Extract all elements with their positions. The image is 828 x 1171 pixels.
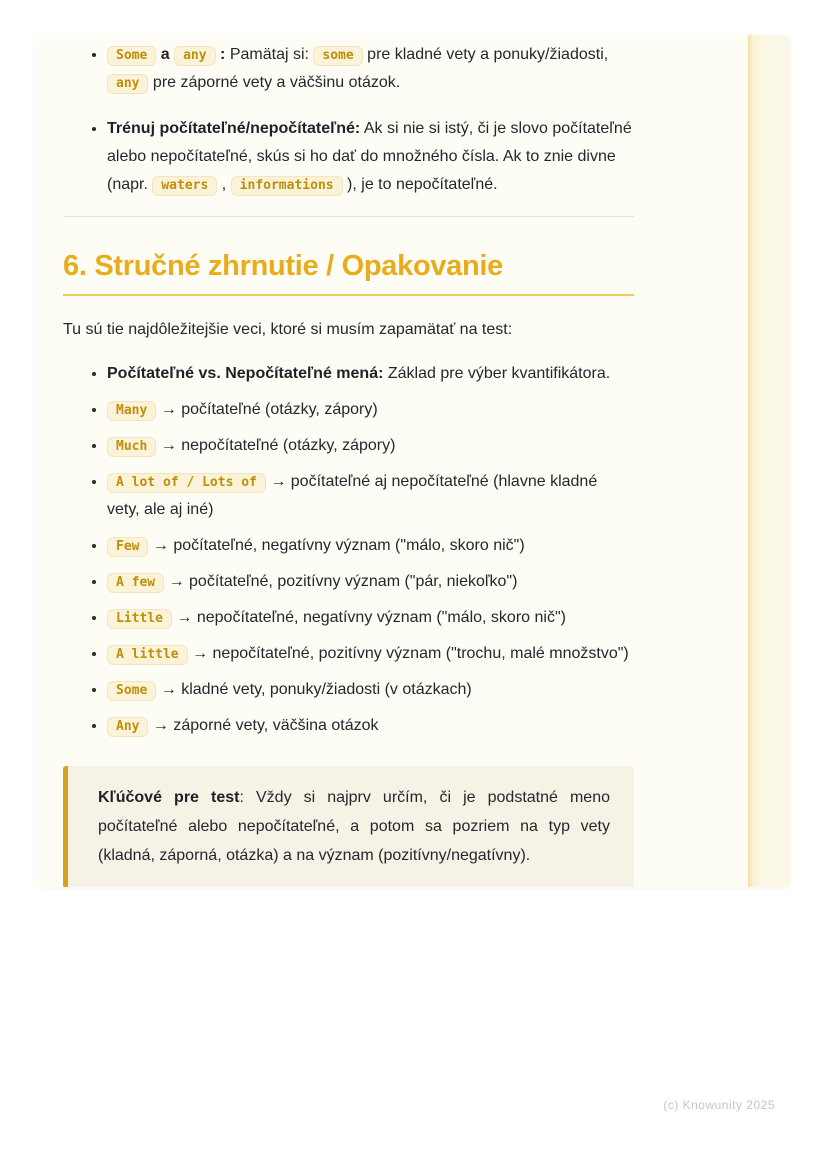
code-badge: Much — [107, 437, 156, 457]
list-item — [107, 395, 634, 424]
summary-bullet-list — [83, 359, 634, 740]
text-run: → počítateľné, pozitívny význam ("pár, niekoľko") — [164, 573, 518, 590]
bold-text: : — [215, 46, 226, 63]
list-item — [107, 467, 634, 524]
text-run: Základ pre výber kvantifikátora. — [383, 365, 611, 382]
key-note-callout — [63, 766, 634, 887]
text-run: → počítateľné aj nepočítateľné (hlavne kladné vety, ale aj iné) — [107, 473, 598, 518]
code-badge: some — [313, 46, 362, 66]
text-run: Ak si nie si istý, či je slovo počítateľné alebo nepočítateľné, skús si ho dať do množného čísla. Ak to znie divne (napr. — [107, 120, 632, 193]
code-badge: Any — [107, 717, 148, 737]
page-content — [63, 40, 634, 887]
text-run: → nepočítateľné, negatívny význam ("málo, skoro nič") — [171, 609, 566, 626]
code-badge: Some — [107, 46, 156, 66]
text-run: pre záporné vety a väčšinu otázok. — [148, 74, 401, 91]
text-run: → kladné vety, ponuky/žiadosti (v otázkach) — [156, 681, 472, 698]
code-badge: A few — [107, 573, 164, 593]
bold-text: Počítateľné vs. Nepočítateľné mená: — [107, 365, 384, 382]
code-badge: A lot of / Lots of — [107, 473, 266, 493]
list-item — [107, 675, 634, 704]
code-badge: any — [174, 46, 215, 66]
text-run: , — [217, 176, 231, 193]
code-badge: Few — [107, 537, 148, 557]
list-item — [107, 359, 634, 388]
list-item — [107, 603, 634, 632]
bold-text: a — [156, 46, 175, 63]
text-run: → počítateľné, negatívny význam ("málo, skoro nič") — [148, 537, 525, 554]
list-item — [107, 531, 634, 560]
list-item — [107, 567, 634, 596]
document-page — [35, 35, 790, 887]
code-badge: Many — [107, 401, 156, 421]
text-run: ), je to nepočítateľné. — [342, 176, 498, 193]
page-edge-strip — [748, 35, 790, 887]
list-item — [107, 114, 634, 199]
bold-text: Trénuj počítateľné/nepočítateľné: — [107, 120, 361, 137]
code-badge: waters — [152, 176, 217, 196]
code-badge: Some — [107, 681, 156, 701]
text-run: pre kladné vety a ponuky/žiadosti, — [362, 46, 609, 63]
section-heading: 6. Stručné zhrnutie / Opakovanie — [63, 250, 634, 296]
text-run: : Vždy si najprv určím, či je podstatné meno počítateľné alebo nepočítateľné, a potom sa pozriem na typ vety (kladná, záporná, otázka) a na význam (pozitívny/negatívny). — [98, 789, 610, 864]
text-run: → nepočítateľné (otázky, zápory) — [156, 437, 396, 454]
section-divider — [63, 216, 634, 217]
text-run: → počítateľné (otázky, zápory) — [156, 401, 378, 418]
list-item — [107, 40, 634, 97]
text-run: → záporné vety, väčšina otázok — [148, 717, 379, 734]
list-item — [107, 639, 634, 668]
code-badge: Little — [107, 609, 172, 629]
list-item — [107, 431, 634, 460]
code-badge: A little — [107, 645, 188, 665]
bold-text: Kľúčové pre test — [98, 789, 240, 806]
text-run: Pamätaj si: — [225, 46, 314, 63]
code-badge: any — [107, 74, 148, 94]
section-intro-paragraph: Tu sú tie najdôležitejšie veci, ktoré si musím zapamätať na test: — [63, 321, 513, 338]
list-item — [107, 711, 634, 740]
copyright-footer: (c) Knowunity 2025 — [663, 1098, 775, 1112]
text-run: → nepočítateľné, pozitívny význam ("trochu, malé množstvo") — [187, 645, 629, 662]
intro-bullet-list — [83, 40, 634, 199]
code-badge: informations — [231, 176, 343, 196]
